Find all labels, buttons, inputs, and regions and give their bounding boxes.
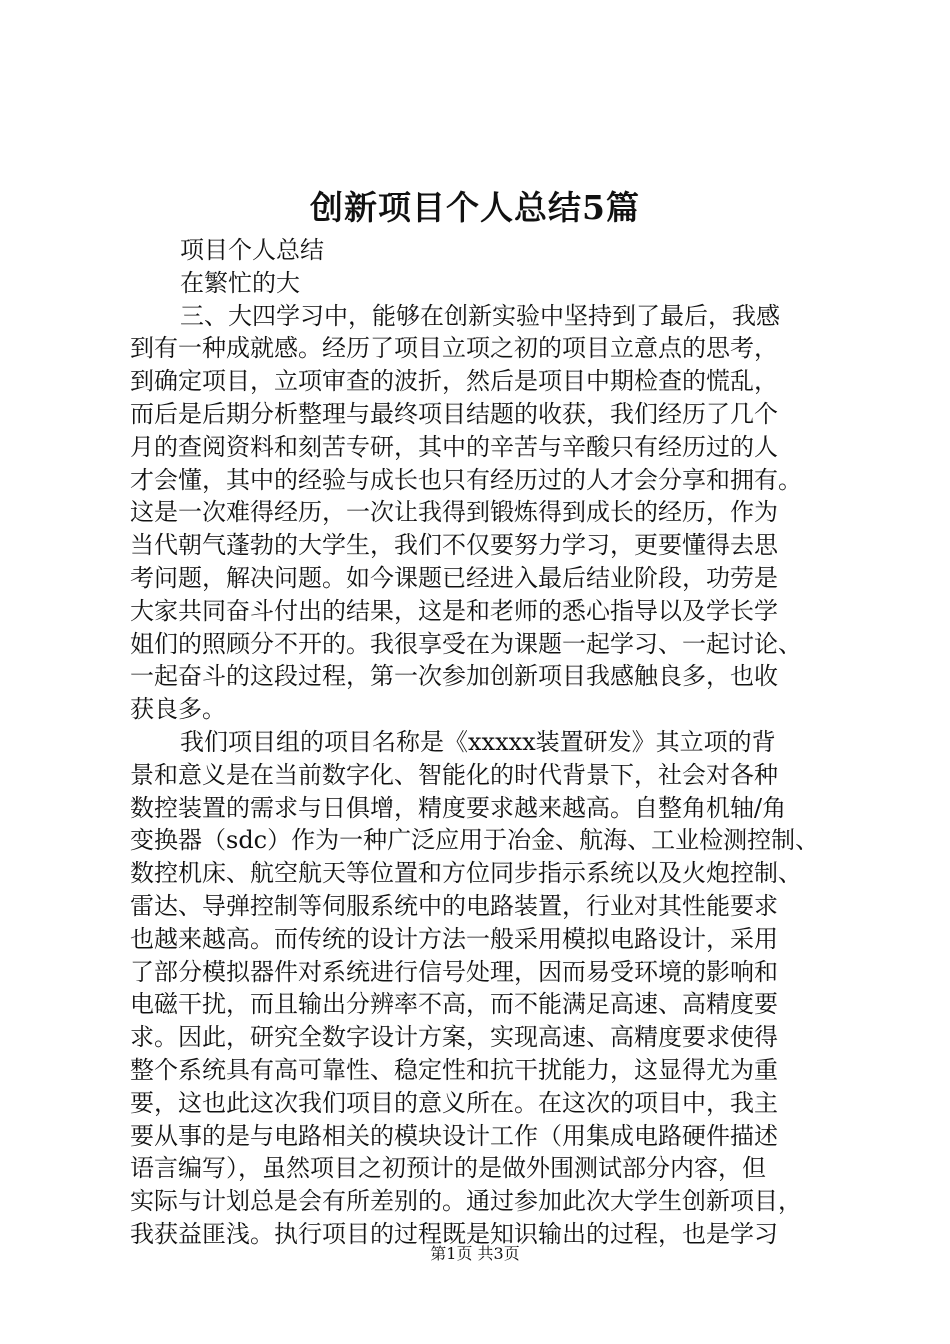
paragraph-line: 也越来越高。而传统的设计方法一般采用模拟电路设计，采用 [130,924,778,953]
paragraph-line: 才会懂，其中的经验与成长也只有经历过的人才会分享和拥有。 [130,465,802,494]
paragraph-line: 整个系统具有高可靠性、稳定性和抗干扰能力，这显得尤为重 [130,1055,778,1084]
paragraph-line: 考问题，解决问题。如今课题已经进入最后结业阶段，功劳是 [130,563,778,592]
paragraph-line: 语言编写），虽然项目之初预计的是做外围测试部分内容，但 [130,1154,766,1183]
paragraph-line: 到确定项目，立项审查的波折，然后是项目中期检查的慌乱， [130,367,778,396]
paragraph-line: 景和意义是在当前数字化、智能化的时代背景下，社会对各种 [130,760,778,789]
paragraph-line: 求。因此，研究全数字设计方案，实现高速、高精度要求使得 [130,1023,778,1052]
paragraph-line: 变换器（sdc）作为一种广泛应用于冶金、航海、工业检测控制、 [130,826,820,855]
paragraph-line: 项目个人总结 [180,236,324,264]
document-title: 创新项目个人总结5篇 [310,188,640,227]
page-number-footer: 第1页 共3页 [430,1244,520,1263]
document-body [130,234,835,1251]
paragraph-line: 而后是后期分析整理与最终项目结题的收获，我们经历了几个 [130,399,778,428]
paragraph-line: 这是一次难得经历，一次让我得到锻炼得到成长的经历，作为 [130,498,778,527]
paragraph-line: 雷达、导弹控制等伺服系统中的电路装置，行业对其性能要求 [130,891,778,920]
paragraph-line: 月的查阅资料和刻苦专研，其中的辛苦与辛酸只有经历过的人 [130,432,778,461]
paragraph-line: 要，这也此这次我们项目的意义所在。在这次的项目中，我主 [130,1088,778,1117]
paragraph-line: 姐们的照顾分不开的。我很享受在为课题一起学习、一起讨论、 [130,629,802,658]
paragraph-line: 了部分模拟器件对系统进行信号处理，因而易受环境的影响和 [130,957,778,986]
paragraph-line: 我获益匪浅。执行项目的过程既是知识输出的过程，也是学习 [130,1219,778,1248]
paragraph-line: 要从事的是与电路相关的模块设计工作（用集成电路硬件描述 [130,1121,778,1150]
paragraph-line: 实际与计划总是会有所差别的。通过参加此次大学生创新项目， [130,1187,802,1216]
paragraph-line: 当代朝气蓬勃的大学生，我们不仅要努力学习，更要懂得去思 [130,531,778,560]
paragraph-line: 在繁忙的大 [180,268,300,297]
paragraph-line: 数控机床、航空航天等位置和方位同步指示系统以及火炮控制、 [130,859,802,888]
paragraph-line: 获良多。 [130,695,226,724]
paragraph-line: 大家共同奋斗付出的结果，这是和老师的悉心指导以及学长学 [130,596,778,625]
paragraph-line: 一起奋斗的这段过程，第一次参加创新项目我感触良多，也收 [130,662,778,691]
paragraph-line: 我们项目组的项目名称是《xxxxx装置研发》其立项的背 [180,727,776,756]
paragraph-line: 三、大四学习中，能够在创新实验中坚持到了最后，我感 [180,301,780,330]
paragraph-line: 到有一种成就感。经历了项目立项之初的项目立意点的思考， [130,334,778,363]
paragraph-line: 数控装置的需求与日俱增，精度要求越来越高。自整角机轴/角 [130,793,787,822]
paragraph-line: 电磁干扰，而且输出分辨率不高，而不能满足高速、高精度要 [130,990,778,1019]
